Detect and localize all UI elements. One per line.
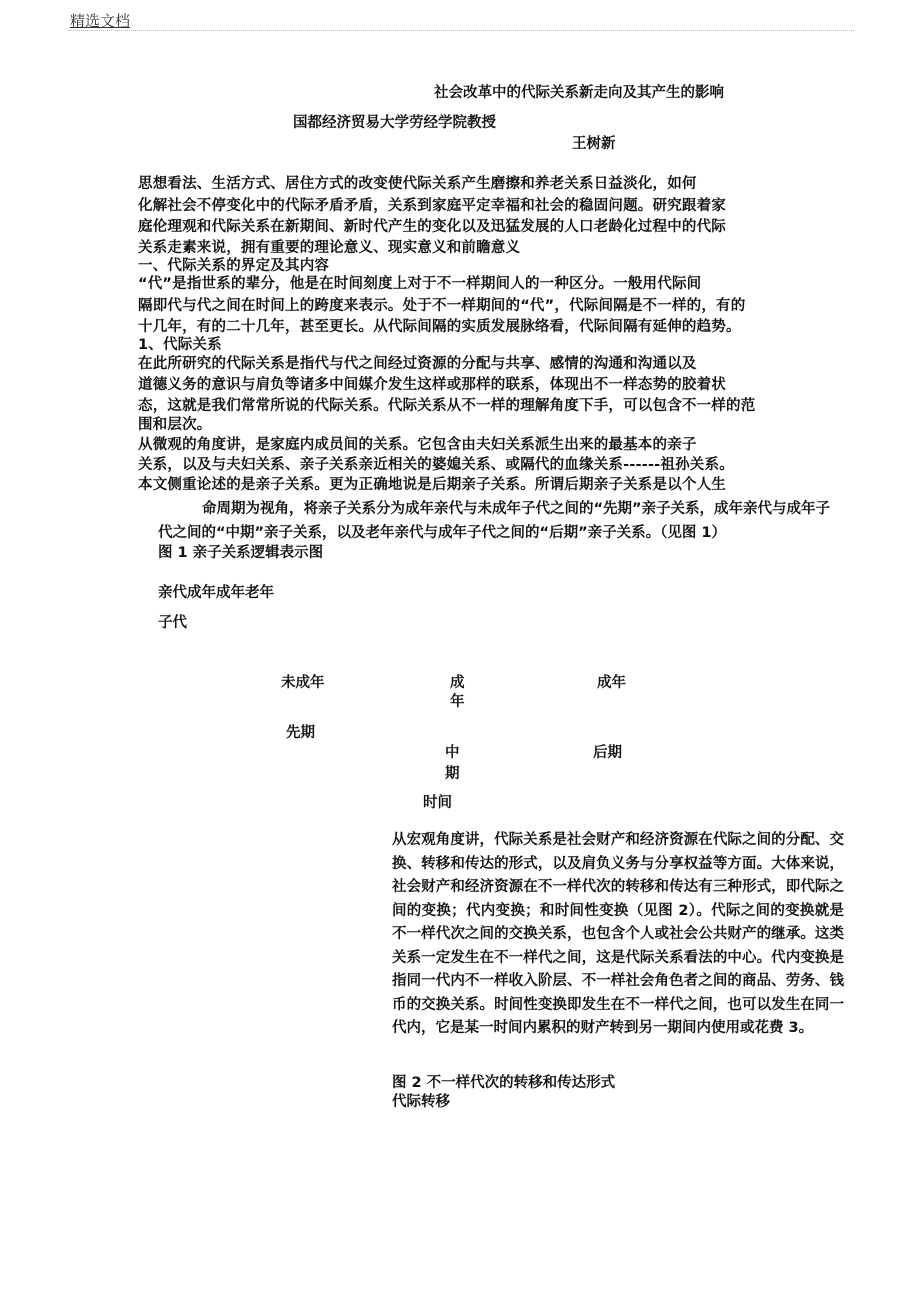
text-line: 围和层次。 (138, 417, 212, 433)
figure2-caption: 图 2 不一样代次的转移和传达形式 (392, 1075, 616, 1091)
text-line: 庭伦理观和代际关系在新期间、新时代产生的变化以及迅猛发展的人口老龄化过程中的代际 (138, 219, 726, 235)
text-line: 关系走素来说，拥有重要的理论意义、现实意义和前瞻意义 (138, 240, 521, 256)
figure2-subtitle: 代际转移 (392, 1094, 450, 1110)
subsection-heading: 1、代际关系 (138, 337, 222, 353)
page-title: 社会改革中的代际关系新走向及其产生的影响 (434, 85, 724, 101)
figure1-label-time: 时间 (423, 795, 452, 811)
text-line: “代”是指世系的辈分，他是在时间刻度上对于不一样期间人的一种区分。一般用代际间 (138, 276, 702, 292)
figure1-parent-row: 亲代成年成年老年 (158, 585, 274, 601)
figure1-label-late: 后期 (593, 745, 622, 761)
text-line: 从微观的角度讲，是家庭内成员间的关系。它包含由夫妇关系派生出来的最基本的亲子 (138, 437, 697, 453)
macro-paragraph: 从宏观角度讲，代际关系是社会财产和经济资源在代际之间的分配、交换、转移和传达的形式，以及肩负义务与分享权益等方面。大体来说，社会财产和经济资源在不一样代次的转移和传达有三种形式，即代际之间的变换；代内变换；和时间性变换（见图 2）。代际之间的变换就是不一样代次之间的交换关系，也包含个人或社会公共财产的继承。这类关系一定发生在不一样代之间，这是代际关系看法的中心。代内变换是指同一代内不一样收入阶层、不一样社会角色者之间的商品、劳务、钱币的交换关系。时间性变换即发生在不一样代之间，也可以发生在同一代内，它是某一时间内累积的财产转到另一期间内使用或花费 3。 (392, 832, 844, 1036)
text-line: 道德义务的意识与肩负等诸多中间媒介发生这样或那样的联系，体现出不一样态势的胶着状 (138, 377, 726, 393)
figure1-label-middle: 期 (445, 766, 460, 782)
text-line: 关系，以及与夫妇关系、亲子关系亲近相关的婆媳关系、或隔代的血缘关系------祖孙关系。 (138, 457, 734, 473)
figure1-label-early: 先期 (286, 725, 315, 741)
header-divider (68, 30, 854, 31)
period-paragraph: 命周期为视角，将亲子关系分为成年亲代与未成年子代之间的“先期”亲子关系，成年亲代与成年子代之间的“中期”亲子关系，以及老年亲代与成年子代之间的“后期”亲子关系。（见图 1） (158, 501, 831, 541)
author-name: 王树新 (572, 136, 616, 152)
figure1-label-adult-right: 成年 (597, 675, 626, 691)
text-line: 化解社会不停变化中的代际矛盾矛盾，关系到家庭平定幸福和社会的稳固问题。研究跟着家 (138, 198, 726, 214)
header-label: 精选文档 (70, 12, 131, 30)
figure1-label-minor: 未成年 (281, 675, 325, 691)
section-heading: 一、代际关系的界定及其内容 (138, 258, 330, 274)
figure1-label-adult: 成 (450, 675, 465, 691)
figure1-caption: 图 1 亲子关系逻辑表示图 (158, 545, 324, 561)
figure1-label-adult: 年 (450, 694, 465, 710)
author-affiliation: 国都经济贸易大学劳经学院教授 (293, 115, 496, 131)
text-line: 隔即代与代之间在时间上的跨度来表示。处于不一样期间的“代”，代际间隔是不一样的，有的 (138, 298, 746, 314)
text-line: 态，这就是我们常常所说的代际关系。代际关系从不一样的理解角度下手，可以包含不一样的范 (138, 398, 756, 414)
figure1-label-middle: 中 (445, 745, 460, 761)
text-line: 在此所研究的代际关系是指代与代之间经过资源的分配与共享、感情的沟通和沟通以及 (138, 356, 697, 372)
text-line: 本文侧重论述的是亲子关系。更为正确地说是后期亲子关系。所谓后期亲子关系是以个人生 (138, 477, 726, 493)
text-line: 十几年，有的二十几年，甚至更长。从代际间隔的实质发展脉络看，代际间隔有延伸的趋势。 (138, 319, 741, 335)
text-line: 思想看法、生活方式、居住方式的改变使代际关系产生磨擦和养老关系日益淡化，如何 (138, 176, 697, 192)
figure1-child-row: 子代 (158, 615, 187, 631)
